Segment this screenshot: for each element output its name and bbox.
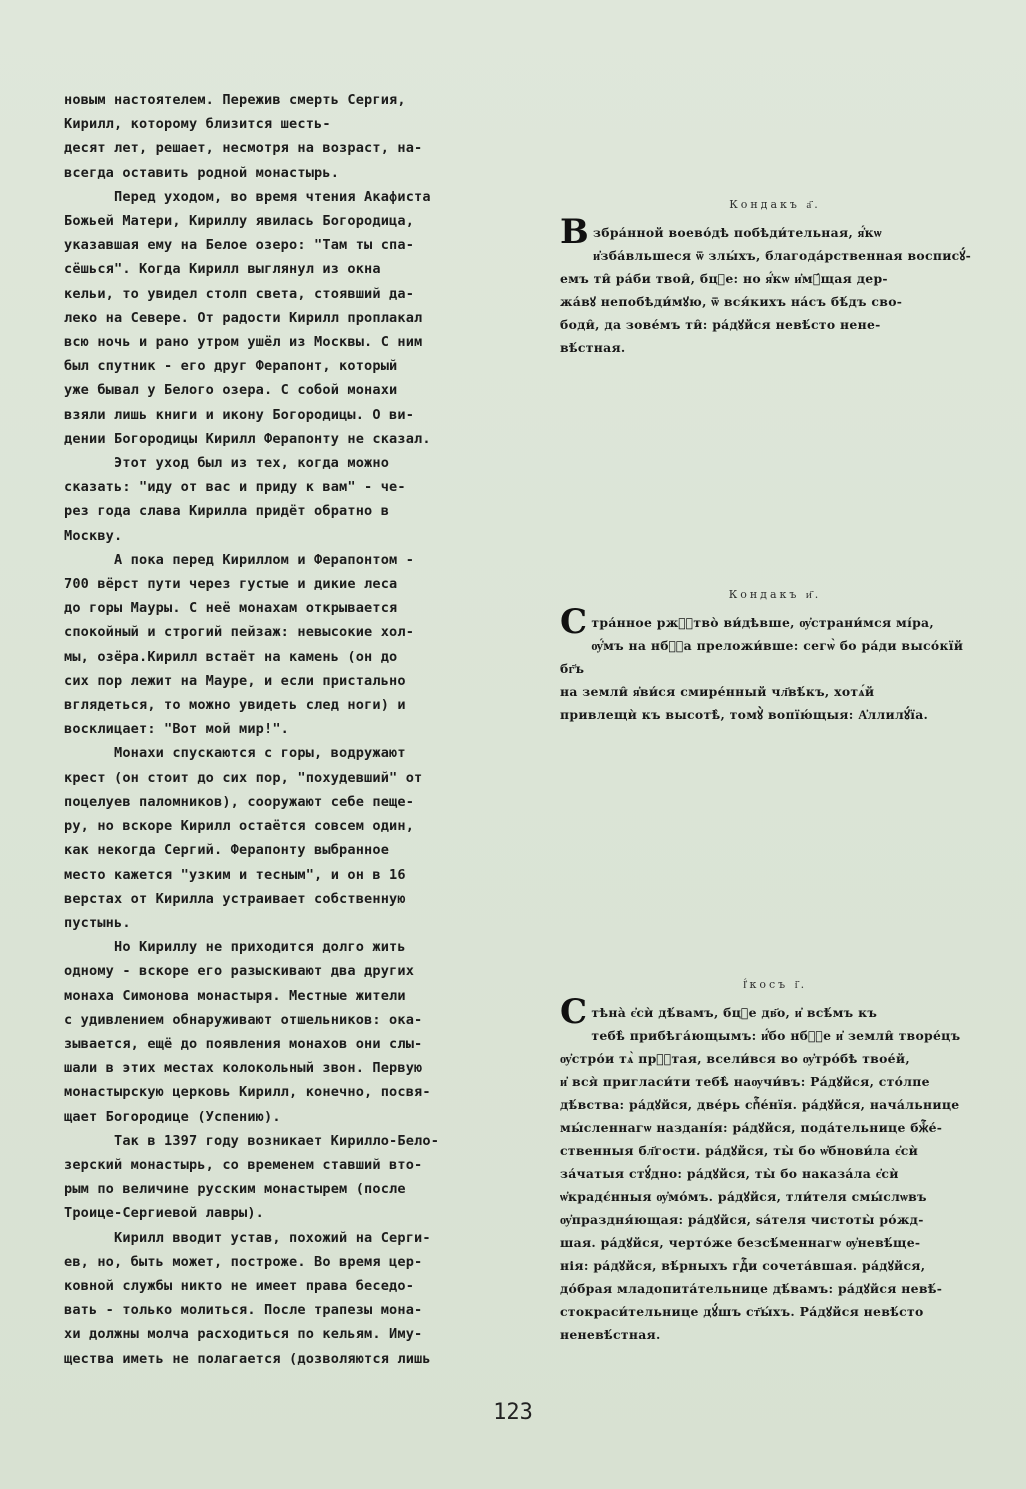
page-number: 123 bbox=[493, 1400, 533, 1425]
paragraph-2: Перед уходом, во время чтения Акафиста Божьей Матери, Кириллу явилась Богородица, указавшая ему на Белое озеро: "Там ты спа- сёшься". Когда Кирилл выглянул из окна кельи, то увидел столп света, стоявший да- леко на Севере. От радости Кирилл проплакал всю ночь и рано утром ушёл из Москвы. С ним был спутник - его друг Ферапонт, который уже бывал у Белого озера. С собой монахи взяли лишь книги и икону Богородицы. О ви- дении Богородицы Кирилл Ферапонту не сказал. bbox=[64, 188, 431, 447]
paragraph-6: Но Кириллу не приходится долго жить одному - вскоре его разыскивают два других монаха Симонова монастыря. Местные жители с удивлением обнаруживают отшельников: ока- зывается, ещё до появления монахов они слы- шали в этих местах колокольный звон. Первую монастырскую церковь Кирилл, конечно, посвя- щает Богородице (Успению). bbox=[64, 939, 431, 1125]
paragraph-3: Этот уход был из тех, когда можно сказать: "иду от вас и приду к вам" - че- рез года слава Кирилла придёт обратно в Москву. bbox=[64, 455, 406, 544]
kontakion-2-drop-cap: С bbox=[560, 602, 588, 642]
kontakion-2-body bbox=[560, 602, 990, 726]
paragraph-4: А пока перед Кириллом и Ферапонтом - 700 вёрст пути через густые и дикие леса до горы Мауры. С неё монахам открывается спокойный и строгий пейзаж: невысокие хол- мы, озёра.Кирилл встаёт на камень (он до сих пор лежит на Мауре, и если пристально вглядеться, то можно увидеть след ноги) и восклицает: "Вот мой мир!". bbox=[64, 551, 415, 738]
ikos-section bbox=[560, 978, 990, 1346]
ikos-drop-cap: С bbox=[560, 992, 588, 1032]
kontakion-1-text: збра́нной воево́дѣ побѣди́тельная, я҆́кѡ и҆зба́вльшеся ѿ злы́хъ, благода́рственная восписꙋ́- емъ ти̑ ра́би твои̑, бцⷣе: но я҆́кѡ и҆мꙋ́щая дер- жа́вꙋ непобѣди́мꙋю, ѿ вся́кихъ на́съ бѣ́дъ сво- боди̑, да зове́мъ ти̑: ра́дꙋйся невѣ́сто нене- вѣ́стная. bbox=[560, 225, 972, 355]
ikos-text: тѣна̀ є҆сѝ дѣ́вамъ, бцⷣе дв҃о, и҆ всѣ́мъ къ тебѣ̀ прибѣга́ющымъ: и҆́бо нбⷭ҇е и҆ земли̑ творе́цъ ѹ҆стро́и тѧ̀ прⷭ҇тая, всели́вся во ѹ҆тро́бѣ твое́й, и҆ вся̀ пригласи́ти тебѣ̀ наѹчи́въ: Ра́дꙋйся, сто́лпе дѣ́вства: ра́дꙋйся, две́рь спⷭ҇е́нїя. ра́дꙋйся, нача́льнице мы́сленнагѡ наздані́я: ра́дꙋйся, пода́тельнице бжⷭ҇е́- ственныя бл҃гости. ра́дꙋйся, ты̀ бо ѡ҆бнови́ла є҆сѝ за́чатыя стꙋ́дно: ра́дꙋйся, ты̀ бо наказа́ла є҆сѝ ѡ҆крадє́нныя ѹ҆мо́мъ. ра́дꙋйся, тли́теля смы́слѡвъ ѹ҆праздня́ющая: ра́дꙋйся, ѕа́теля чистоты̀ ро́жд- шая. ра́дꙋйся, черто́же безсѣ́меннагѡ ѹ҆невѣ́ще- нія: ра́дꙋйся, вѣ́рныхъ гдⷭ҇и сочета́вшая. ра́дꙋйся, до́брая младопита́тельнице дѣ́вамъ: ра́дꙋйся невѣ́- стокраси́тельнице дꙋ́шъ ст҃ы́хъ. Ра́дꙋйся невѣ́сто неневѣ́стная. bbox=[560, 1005, 961, 1342]
kontakion-2-title: Кондакъ и҃. bbox=[728, 588, 822, 601]
paragraph-8: Кирилл вводит устав, похожий на Серги- ев, но, быть может, построже. Во время цер- ковной службы никто не имеет права беседо- вать - только молиться. После трапезы мона- хи должны молча расходиться по кельям. Иму- щества иметь не полагается (дозволяются лишь bbox=[64, 1229, 431, 1367]
kontakion-2-section bbox=[560, 588, 990, 726]
ikos-title: І҆́косъ і҃. bbox=[742, 978, 808, 991]
kontakion-1-drop-cap: В bbox=[560, 212, 590, 252]
paragraph-5: Монахи спускаются с горы, водружают крест (он стоит до сих пор, "похудевший" от поцелуев паломников), сооружают себе пеще- ру, но вскоре Кирилл остаётся совсем один, как некогда Сергий. Ферапонту выбранное место кажется "узким и тесным", и он в 16 верстах от Кирилла устраивает собственную пустынь. bbox=[64, 745, 423, 931]
kontakion-1-section bbox=[560, 198, 990, 359]
paragraph-1: новым настоятелем. Пережив смерть Сергия, Кирилл, которому близится шесть- десят лет, решает, несмотря на возраст, на- всегда оставить родной монастырь. bbox=[64, 92, 423, 181]
left-column-russian-text bbox=[64, 88, 494, 1371]
paragraph-7: Так в 1397 году возникает Кирилло-Бело- зерский монастырь, со временем ставший вто- рым по величине русским монастырем (после Троице-Сергиевой лавры). bbox=[64, 1132, 440, 1222]
ikos-body bbox=[560, 992, 990, 1346]
kontakion-1-title: Кондакъ а҃. bbox=[729, 198, 821, 211]
kontakion-2-text: тра́нное ржⷭ҇тво̀ ви́дѣвше, ѹ҆страни́мся мі́ра, ѹ҆́мъ на нбⷭ҇а преложи́вше: сегѡ̀ бо ра́ди высо́кїй бг҃ъ на земли̑ я҆ви́ся смире́нный чл҃вѣ́къ, хотѧ́й привлещѝ къ высотѣ̀, томꙋ̀ вопїю́щыя: А҆ллилꙋ́їа. bbox=[560, 615, 964, 722]
kontakion-1-body bbox=[560, 212, 990, 359]
